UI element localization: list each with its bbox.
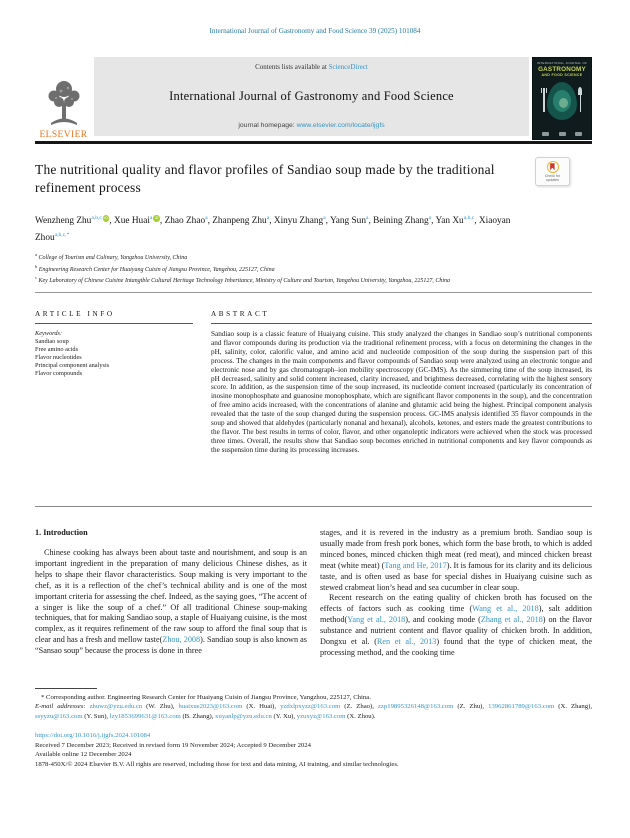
orcid-icon[interactable]: iD — [104, 216, 108, 220]
citation-link[interactable]: Zhou, 2008 — [162, 635, 201, 645]
cover-top-label: INTERNATIONAL JOURNAL OF — [536, 61, 588, 65]
header-divider — [35, 141, 592, 144]
affiliation: $^c$ Key Laboratory of Chinese Cuisine Intangible Cultural Heritage Technology Inheritance, Ministry of Culture and Tourism, Yangzhou University, Yangzhou, 225127, China — [35, 275, 451, 285]
citation-link[interactable]: Zhang et al., 2018 — [480, 615, 543, 625]
cover-subtitle: AND FOOD SCIENCE — [541, 73, 583, 77]
fork-icon — [543, 88, 545, 112]
article-info-heading: ARTICLE INFO — [35, 310, 115, 318]
author: Xinyu Zhang$^a$, — [273, 215, 330, 227]
intro-paragraph: Chinese cooking has always been about taste and nourishment, and soup is an important ingredient in the preparation of many delicious Chinese dishes, as it helps to shape their flavor characteristics. Soup making is very important to the chef, as it is a reflection of the chef’s technical ability and is one of the most important criteria for assessing the chef. Indeed, as the saying goes, “The accent of a singer is like the soup of a chef.” Of all traditional Chinese soup-making techniques, that for making Sandiao soup, a staple of Huaiyang cuisine, is the most complex, as it requires refinement of the raw soup to afford the final soup that is clear and has a fresh and mellow taste(Zhou, 2008). Sandiao soup is also known as “Sansao soup” because the process is done in three — [35, 548, 307, 656]
journal-title: International Journal of Gastronomy and Food Science — [169, 89, 454, 103]
citation-link[interactable]: Wang et al., 2018 — [472, 604, 539, 614]
author: Wenzheng Zhu$^{a,b,c}$ iD , — [35, 215, 115, 227]
check-for-updates-icon — [547, 161, 559, 173]
citation-link[interactable]: zzp19895326148@163.com — [377, 703, 454, 711]
author: Yan Xu$^{a,b,c}$, — [435, 215, 479, 227]
keyword: Principal component analysis — [35, 362, 110, 369]
divider — [35, 323, 193, 324]
elsevier-tree-icon — [45, 79, 83, 129]
homepage-prefix: journal homepage: — [238, 122, 297, 129]
abstract-heading: ABSTRACT — [211, 310, 270, 318]
doi-link[interactable]: https://doi.org/10.1016/j.ijgfs.2024.101084 — [35, 732, 151, 739]
journal-homepage-link[interactable]: www.elsevier.com/locate/ijgfs — [296, 122, 385, 129]
author: Beining Zhang$^a$, — [373, 215, 436, 227]
footnote-divider — [35, 688, 97, 689]
check-for-updates-label: Check for updates — [544, 173, 561, 182]
citation-link[interactable]: xuyanlp@yzu.edu.cn — [215, 712, 272, 720]
citation-link[interactable]: Ren et al., 2013 — [376, 637, 437, 647]
divider — [35, 292, 592, 293]
journal-cover-thumbnail[interactable] — [532, 57, 592, 140]
author: Zhanpeng Zhu$^a$, — [212, 215, 274, 227]
intro-left-column — [35, 528, 307, 659]
affiliation: $^b$ Engineering Research Center for Huaiyang Cuisin of Jiangsu Province, Yangzhou, 225127, China — [35, 263, 275, 273]
journal-banner — [94, 57, 529, 136]
affiliation-list — [35, 251, 592, 286]
affiliation: $^a$ College of Tourism and Culinary, Yangzhou University, China — [35, 252, 188, 261]
section-heading: 1. Introduction — [35, 528, 88, 537]
keyword: Free amino acids — [35, 346, 79, 353]
author: Zhao Zhao$^a$, — [164, 215, 213, 227]
divider — [35, 506, 592, 507]
email-label: E-mail addresses: — [35, 703, 86, 711]
corresponding-author-note: * Corresponding author. Engineering Research Center for Huaiyang Cuisin of Jiangsu Province, Yangzhou, 225127, China. — [41, 694, 371, 701]
author: Xiaoyan Zhou$^{a,b,c,*}$ — [35, 216, 511, 243]
keyword: Sandiao soup — [35, 338, 69, 345]
bookmark-icon — [550, 163, 555, 170]
keyword: Flavor compounds — [35, 370, 83, 377]
knife-icon — [580, 88, 582, 112]
contents-prefix: Contents lists available at — [255, 63, 329, 71]
author-list — [35, 212, 540, 245]
footer-block — [35, 731, 592, 769]
citation-link[interactable]: Tang and He, 2017 — [384, 560, 447, 570]
abstract-text: Sandiao soup is a classic feature of Huaiyang cuisine. This study analyzed the changes in Sandiao soup’s nutritional components and flavor compounds during its production via the traditional refinement process, with a focus on determining the changes in the pH, salinity, color, calorific value, and amino acid and nucleotide composition of the soup during the suspension part of this process. The changes in the main components and flavor compounds of Sandiao soup were analyzed using an electronic tongue and electronic nose and by gas chromatograph–ion mobility spectroscopy (GC-IMS). As the simmering time of the soup increased, its pH decreased, salinity and solid content increased, clarity increased, and brightness decreased, correlating with the highest sensory score. In addition, as the suspension time of the soup increased, its nucleotide content increased (particularly its concentration of inosine monophosphate and guanosine monophosphate, which are significant flavor components in the soup), and the concentration of free amino acids increased, with the concentrations of alanine and glutamic acid being the highest. Principal component analysis revealed that the taste of the soup changed during the suspension process. GC-IMS analysis identified 35 flavor compounds in the soup and showed that aldehydes (particularly nonanal and hexanal), alcohols, ketones, and esters made the greatest contributions to the flavor. The best results in terms of color, flavor, and other organoleptic indicators were achieved when the stock was processed three times. Overall, the results show that Sandiao soup becomes enriched in nutritional components and key flavor compounds as the suspension time during its processing increases. — [211, 330, 592, 454]
citation-link[interactable]: lzy1853699631@163.com — [109, 712, 181, 720]
article-title: The nutritional quality and flavor profiles of Sandiao soup made by the traditional refinement process — [35, 162, 495, 195]
citation-link[interactable]: 13962861789@163.com — [488, 703, 555, 711]
cover-publisher-logos — [533, 132, 591, 136]
citation-link[interactable]: ssyyzu@163.com — [35, 712, 83, 720]
introduction-section — [35, 528, 592, 659]
divider — [211, 323, 592, 324]
cover-title: GASTRONOMY — [538, 66, 586, 73]
elsevier-wordmark: ELSEVIER — [39, 130, 88, 140]
received-dates: Received 7 December 2023; Received in revised form 19 November 2024; Accepted 9 December 2024 — [35, 741, 311, 749]
intro-paragraph: Recent research on the eating quality of chicken broth has focused on the effects of factors such as cooking time (Wang et al., 2018), salt addition method(Yang et al., 2018), and cooking mode (Zhang et al., 2018) on the flavor substance and nutrient content and flavor quality of chicken broth. In addition, Dongxu et al. (Ren et al., 2013) found that the type of chicken meat, the processing method, and the cooking time — [320, 593, 593, 657]
citation-link[interactable]: zhuwz@yzu.edu.cn — [85, 703, 143, 711]
abstract-section — [211, 310, 592, 455]
journal-reference: International Journal of Gastronomy and Food Science 39 (2025) 101084 — [209, 27, 421, 35]
check-for-updates-badge[interactable] — [535, 157, 570, 186]
cover-drop-highlight — [559, 98, 568, 108]
keywords-label: Keywords: — [35, 330, 63, 337]
intro-right-column — [320, 528, 592, 659]
email-addresses-line — [35, 702, 592, 721]
citation-link[interactable]: yzuxyz@163.com — [296, 712, 346, 720]
article-info-section — [35, 310, 193, 455]
contents-line — [255, 63, 368, 71]
citation-link[interactable]: Yang et al., 2018 — [347, 615, 406, 625]
sciencedirect-link[interactable]: ScienceDirect — [328, 63, 368, 71]
available-online-date: Available online 12 December 2024 — [35, 751, 132, 759]
author: Yang Sun$^a$, — [329, 215, 374, 227]
elsevier-logo[interactable] — [35, 57, 92, 140]
orcid-icon[interactable]: iD — [154, 216, 159, 220]
citation-link[interactable]: huaixue2023@163.com — [178, 703, 243, 711]
citation-link[interactable]: yzdxlpxyzz@163.com — [280, 703, 341, 711]
author: Xue Huai$^a$ iD , — [114, 215, 165, 227]
journal-header — [35, 57, 592, 140]
keyword: Flavor nucleotides — [35, 354, 82, 361]
copyright-line: 1878-450X/© 2024 Elsevier B.V. All rights are reserved, including those for text and data mining, AI training, and similar technologies. — [35, 760, 399, 768]
footnote-block — [35, 688, 592, 721]
intro-paragraph: stages, and it is revered in the industry as a premium broth. Sandiao soup is usually made from fresh pork bones, which form the base broth, to which is added minced bones, minced chicken thigh meat (red meat), and minced chicken breast meat (white meat) (Tang and He, 2017). It is famous for its clarity and its delicious taste, and is often used as base for special dishes in Huaiyang cuisine such as stewed crabmeat lion’s head and sea cucumber in clear soup. — [320, 528, 592, 592]
email-links: zhuwz@yzu.edu.cn (W. Zhu), huaixue2023@163.com (X. Huai), yzdxlpxyzz@163.com (Z. Zhao), zzp19895326148@163.com (Z. Zhu), 13962861789@163.com (X. Zhang), ssyyzu@163.com (Y. Sun), lzy1853699631@163.com (B. Zhang), xuyanlp@yzu.edu.cn (Y. Xu), yzuxyz@163.com (X. Zhou). — [35, 703, 593, 720]
homepage-line — [238, 122, 384, 129]
